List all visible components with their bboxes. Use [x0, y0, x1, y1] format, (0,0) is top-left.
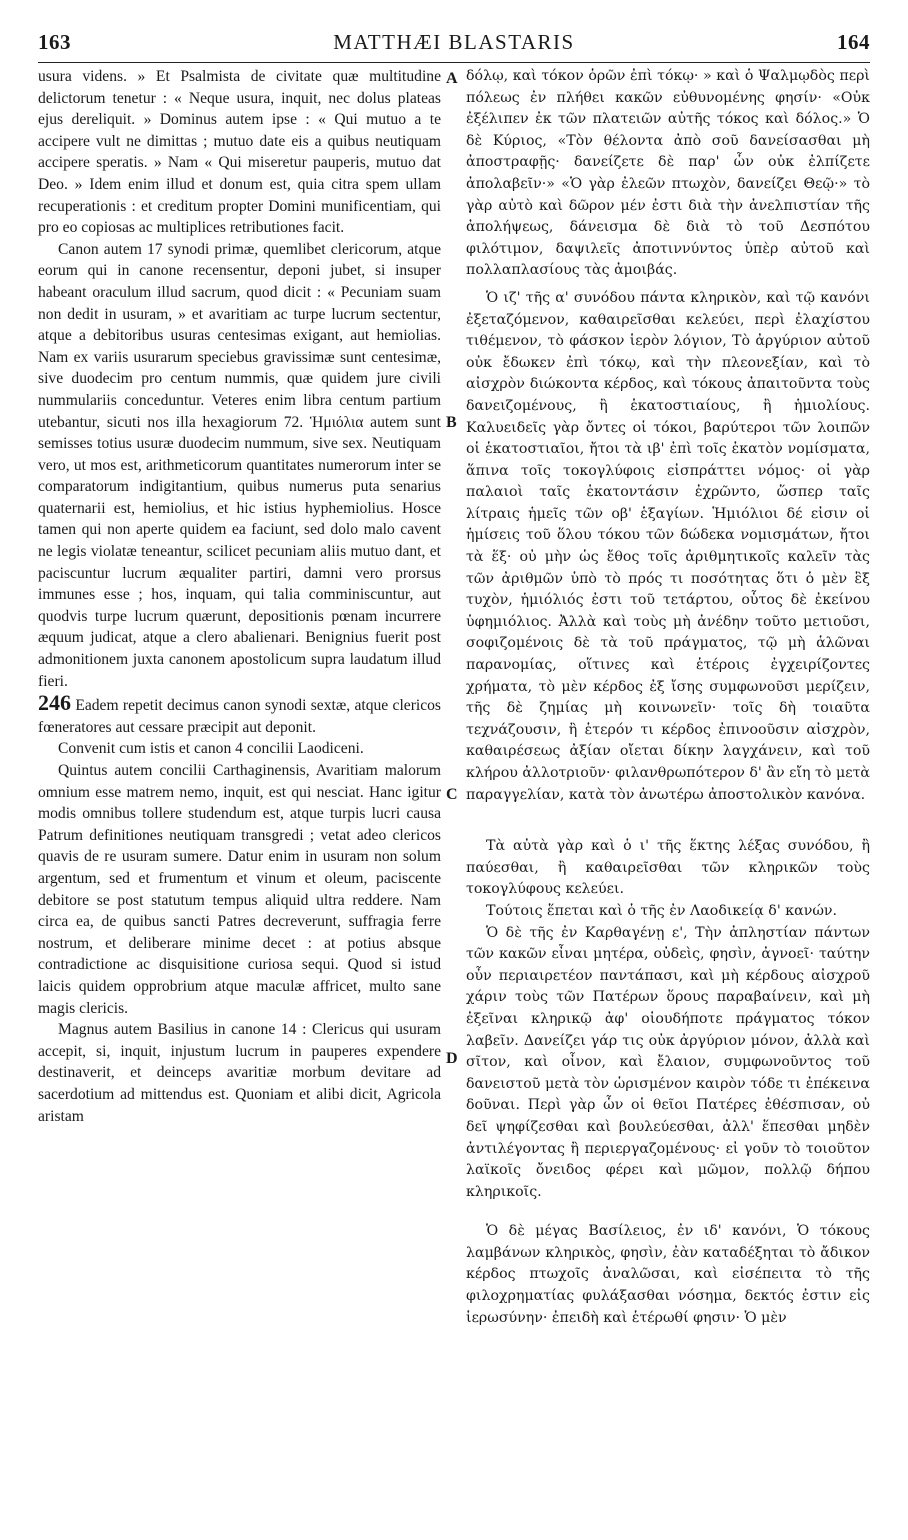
latin-column — [38, 66, 441, 1127]
running-title: MATTHÆI BLASTARIS — [333, 30, 575, 54]
latin-paragraph — [38, 692, 441, 738]
latin-paragraph: Quintus autem concilii Carthaginensis, Avaritiam malorum omnium esse matrem nemo, inquit, est qui nesciat. Hanc igitur modis omnibus tollere studendum est, atque turpis lucri causa Patrum definitiones neutiquam transgredi ; vetat adeo clericos quavis de re usuram sumere. Datur enim in usuram non solum argentum, sed et frumentum et vinum et oleum, paciscente debitore se post statutum tempus aliquid ultra reddere. Nam circa ea, de quibus sancti Patres decreverunt, suffragia ferre nostrum, et deliberare minime decet : at potius absque contradictione ac disquisitione curiosa sequi. Quod si istud laicis quidem opprobrium atque maculæ affricet, multo sane magis clericis. — [38, 762, 441, 1017]
greek-paragraph: Ὁ ιζ' τῆς α' συνόδου πάντα κληρικὸν, καὶ τῷ κανόνι ἐξεταζόμενον, καθαιρεῖσθαι κελεύει, περὶ ἐλαχίστου τιθέμενον, τὸ φάσκον ἱερὸν λόγιον, Τὸ ἀργύριον αὐτοῦ οὐκ ἔδωκεν ἐπὶ τόκῳ, καὶ τὴν πλεονεξίαν, καὶ τὸ αἰσχρὸν διώκοντα κέρδος, καὶ τόκους ἀπαιτοῦντα τοὺς δανειζομένους, ἢ ἑκατοστιαίους, ἢ ἡμιολίους. Καλυειδεῖς γὰρ ὄντες οἱ τόκοι, βαρύτεροι τῶν λοιπῶν οἱ ἑκατοστιαῖοι, ἤτοι τὰ ιβ' ἐπὶ τοῖς ἑκατὸν νομίσματα, ἅπινα τοῖς τοκογλύφοις εἰσπράττει νόμος· οἱ γὰρ παλαιοὶ ταῖς ἑκατοντάσιν ἐχρῶντο, ὥσπερ ταῖς λίτραις ἡμεῖς τῶν οβ' ἑξαγίων. Ἡμιόλιοι δέ εἰσιν οἱ ἡμίσεις τοῦ ὅλου τόκου τῶν δώδεκα νομισμάτων, ἤτοι τὰ ἕξ· οὐ μὴν ὡς ἔθος τοῖς ἀριθμητικοῖς καλεῖν τὰς τῶν ἀριθμῶν ὑπὸ τὸ πρός τι ποσότητας ὅτι ὁ μὲν ἓξ τυχὸν, ἡμιόλιός ἐστι τοῦ τετάρτου, οὗτος δὲ ἐκείνου ὑφημιόλιος. Ἀλλὰ καὶ τοὺς μὴ ἀνέδην τοῦτο μετιοῦσι, σοφιζομένοις δὲ τὰ τοῦ πράγματος, τῷ μὴ ἁλῶναι παρανομίας, οἵτινες καὶ ἑτέροις ἐγχειρίζοντες χρήματα, τὸ μὲν κέρδος ἐξ ἴσης συμφωνοῦσι μερίζειν, τῆς δὲ ζημίας μὴ κοινωνεῖν· τοῖς δὴ τοιαῦτα τεχνάζουσιν, ἢ ἑτερόν τι κέρδος ἐπινοοῦσιν αἰσχρὸν, καθαιρέσεως ἀξίαν οἴεται δίκην λαγχάνειν, καὶ τοῦ κλήρου ἀλλοτριοῦν· φιλανθρωπότερον δ' ἂν εἴη τὸ μετὰ παραγγελίαν, κατὰ τὸν ἀνωτέρω ἀποστολικὸν κανόνα. — [466, 289, 870, 803]
greek-paragraph: δόλῳ, καὶ τόκον ὁρῶν ἐπὶ τόκῳ· » καὶ ὁ Ψαλμῳδὸς περὶ πόλεως ἐν πλήθει κακῶν εὐθυνομένης φησίν· «Οὐκ ἐξέλιπεν ἐκ τῶν πλατειῶν αὐτῆς τόκος καὶ δόλος.» Ὁ δὲ Κύριος, «Τὸν θέλοντα ἀπὸ σοῦ δανείσασθαι μὴ ἀποστραφῇς· δανείζετε δὲ παρ' ὧν οὐκ ἐλπίζετε ἀπολαβεῖν·» «Ὁ γὰρ ἐλεῶν πτωχὸν, δανείζει Θεῷ·» τὸ γὰρ αὐτὸ καὶ δῶρον μέν ἐστι διὰ τὴν ἀνελπιστίαν τῆς ἀπολήψεως, δάνεισμα δὲ διὰ τὸ τοῦ Δεσπότου φιλότιμον, δαψιλεῖς ἀποτιννύντος ὑπὲρ αὐτοῦ καὶ πολλαπλασίους τὰς ἀμοιβάς. — [466, 68, 870, 279]
greek-column — [466, 66, 870, 1329]
margin-marker-c: C — [446, 786, 458, 803]
greek-paragraph: Ὁ δὲ τῆς ἐν Καρθαγένῃ ε', Τὴν ἀπληστίαν πάντων τῶν κακῶν εἶναι μητέρα, οὐδεὶς, φησὶν, ἀγνοεῖ· ταύτην οὖν περιαιρετέον παντάπασι, καὶ μὴ κέρδους αἰσχροῦ χάριν τοὺς τῶν Πατέρων ὅρους παραβαίνειν, καὶ μὴ ἐξεῖναι κληρικῷ ἀφ' οἱουδήποτε πράγματος τόκον λαβεῖν. Δανείζει γάρ τις οὐκ ἀργύριον μόνον, ἀλλὰ καὶ σῖτον, καὶ οἶνον, καὶ ἔλαιον, συμφωνοῦντος τοῦ δανειστοῦ μετὰ τὸν ὡρισμένον καιρὸν τόδε τι ἐπέκεινα δοῦναι. Περὶ γὰρ ὧν οἱ θεῖοι Πατέρες ἐθέσπισαν, οὐ δεῖ ψηφίζεσθαι καὶ βουλεύεσθαι, ἀλλ' ἕπεσθαι μηδὲν ἀντιλέγοντας ἢ περιεργαζομένους· εἰ γοῦν τὸ τοιοῦτον λαϊκοῖς ὄνειδος φέρει καὶ μῶμον, πολλῷ δήπου κληρικοῖς. — [466, 924, 870, 1200]
greek-paragraph: Ὁ δὲ μέγας Βασίλειος, ἐν ιδ' κανόνι, Ὁ τόκους λαμβάνων κληρικὸς, φησὶν, ἐὰν καταδέξηται τὸ ἄδικον κέρδος πτωχοῖς ἀναλῶσαι, καὶ εἰσέπειτα τὸ τῆς φιλοχρηματίας φυλάξασθαι νόσημα, δεκτός ἐστιν εἰς ἱερωσύνην· ἐπειδὴ καὶ ἑτέρωθί φησιν· Ὁ μὲν — [466, 1223, 870, 1326]
section-number: 246 — [38, 690, 71, 716]
margin-marker-d: D — [446, 1050, 458, 1067]
latin-paragraph: Canon autem 17 synodi primæ, quemlibet clericorum, atque eorum qui in canone recensentur, deponi jubet, si insuper habeant oraculum illud sacrum, quod dicit : « Pecuniam suam non dedit in usuram, » et avaritiam ac turpe lucrum sectentur, atque a debitoribus usuras centesimas exigant, aut hemiolias. Nam ex variis usurarum speciebus gravissimæ sunt centesimæ, sive duodecim pro centum nummis, quæ quidem jure civili nummulariis conceduntur. Veteres enim libra centum partium utebantur, sicuti nos illa hexagiorum 72. Ἡμιόλια autem sunt semisses totius usuræ duodecim nummum, sive sex. Neutiquam vero, ut mos est, arithmeticorum quantitates numerorum inter se comparatorum indigitantium, quibus numerus puta senarius quaternarii est, hemiolius, et hic istius hyphemiolius. Hosce tamen qui non aperte quidem ea faciunt, sed dolo malo cavent ne legis violatæ teneantur, scilicet pecuniam aliis mutuo dant, et paciscuntur lucrum æqualiter partiri, damni vero prorsus immunes esse ; hos, inquam, qui talia comminiscuntur, aut quodvis turpe lucrum quærunt, depositionis pœnam incurrere æquum judicat, atque a clero abalienari. Benignius fuerit post admonitionem juxta canonem apostolicum supra laudatum illud fieri. — [38, 240, 441, 690]
latin-paragraph: Magnus autem Basilius in canone 14 : Clericus qui usuram accepit, si, inquit, injustum lucrum in pauperes expendere destinaverit, et deinceps avaritiæ morbum devitare ad sacerdotium ad mittendus est. Quoniam et alibi dicit, Agricola aristam — [38, 1021, 441, 1125]
greek-paragraph: Τούτοις ἕπεται καὶ ὁ τῆς ἐν Λαοδικείᾳ δ' κανών. — [486, 902, 838, 919]
margin-marker-a: A — [446, 70, 458, 87]
latin-paragraph-text: Eadem repetit decimus canon synodi sextæ, atque clericos fœneratores aut cessare præcipit aut deponit. — [38, 697, 442, 736]
latin-paragraph: Convenit cum istis et canon 4 concilii Laodiceni. — [58, 740, 364, 758]
greek-paragraph: Τὰ αὐτὰ γὰρ καὶ ὁ ι' τῆς ἕκτης λέξας συνόδου, ἢ παύεσθαι, ἢ καθαιρεῖσθαι τῶν κληρικῶν τοὺς τοκογλύφους κελεύει. — [466, 838, 870, 898]
margin-marker-b: B — [446, 414, 457, 431]
page-header — [38, 30, 870, 60]
header-rule — [38, 62, 870, 63]
page-number-left: 163 — [38, 30, 71, 54]
latin-paragraph: usura videns. » Et Psalmista de civitate quæ multitudine delictorum tenetur : « Neque usura, inquit, nec dolus plateas ejus dereliquit. » Dominus autem ipse : « Qui mutuo a te accipere vult ne dimittas ; mutuo date eis a quibus neutiquam accipere speratis. » Nam « Qui miseretur pauperis, mutuo dat Deo. » Idem enim illud et donum est, quia citra spem ullam recuperationis : et creditum propter Domini munificentiam, qui pro eo copiosas ac multiplices retributiones facit. — [38, 68, 441, 237]
page-number-right: 164 — [837, 30, 870, 54]
